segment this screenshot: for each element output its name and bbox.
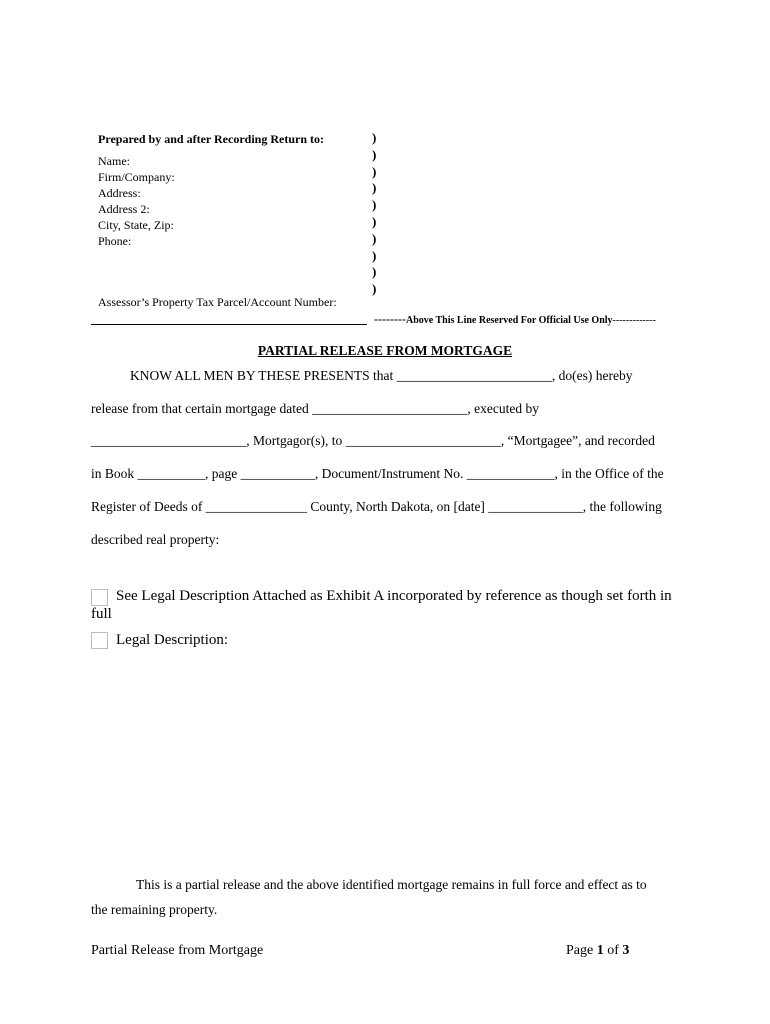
page-word: Page [566,943,594,958]
body-line-4: in Book __________, page ___________, Document/Instrument No. _____________, in the Office of the [91,466,664,481]
phone-field-label: Phone: [98,234,132,248]
parcel-number-blank-line [91,324,367,325]
closing-line-2: the remaining property. [91,902,218,917]
body-line-2: release from that certain mortgage dated _______________________, executed by [91,401,539,416]
parcel-number-label: Assessor’s Property Tax Parcel/Account Number: [98,295,337,309]
exhibit-a-label: See Legal Description Attached as Exhibit A incorporated by reference as though set forth in [116,588,672,604]
address-field-label: Address: [98,186,141,200]
page-total: 3 [622,943,630,958]
page-number [566,943,629,959]
address2-field-label: Address 2: [98,202,150,216]
paren: ) [372,130,377,145]
body-line-5: Register of Deeds of _______________ County, North Dakota, on [date] ______________, the following [91,499,662,514]
page-current: 1 [596,943,604,958]
paren: ) [372,180,377,196]
paren: ) [372,146,377,162]
paren: ) [372,197,377,213]
of-word: of [607,943,619,958]
city-state-zip-field-label: City, State, Zip: [98,218,174,232]
paren: ) [372,264,377,280]
footer-title: Partial Release from Mortgage [91,943,264,958]
paren: ) [372,163,377,179]
paren-column [372,130,376,298]
official-dashes-lead: -------- [374,312,406,326]
paren: ) [372,247,377,263]
name-field-label: Name: [98,154,130,168]
body-line-3: _______________________, Mortgagor(s), to _______________________, “Mortgagee”, and recorded [91,433,655,448]
prepared-by-heading: Prepared by and after Recording Return to: [98,132,324,146]
paren: ) [372,281,377,297]
return-address-block [98,131,324,249]
paren: ) [372,230,377,246]
official-use-line [374,312,656,327]
legal-description-checkbox[interactable] [91,632,108,649]
body-line-6: described real property: [91,532,220,547]
official-dashes-tail: ------------- [612,315,656,326]
document-title: PARTIAL RELEASE FROM MORTGAGE [257,343,513,358]
exhibit-a-label-cont: full [91,606,112,622]
legal-description-label: Legal Description: [116,632,229,648]
body-line-1: KNOW ALL MEN BY THESE PRESENTS that _______________________, do(es) hereby [130,368,633,383]
paren: ) [372,213,377,229]
firm-field-label: Firm/Company: [98,170,175,184]
exhibit-a-checkbox[interactable] [91,589,108,606]
closing-line-1: This is a partial release and the above identified mortgage remains in full force and effect as to [136,877,647,892]
official-use-text: Above This Line Reserved For Official Use Only [405,315,613,326]
